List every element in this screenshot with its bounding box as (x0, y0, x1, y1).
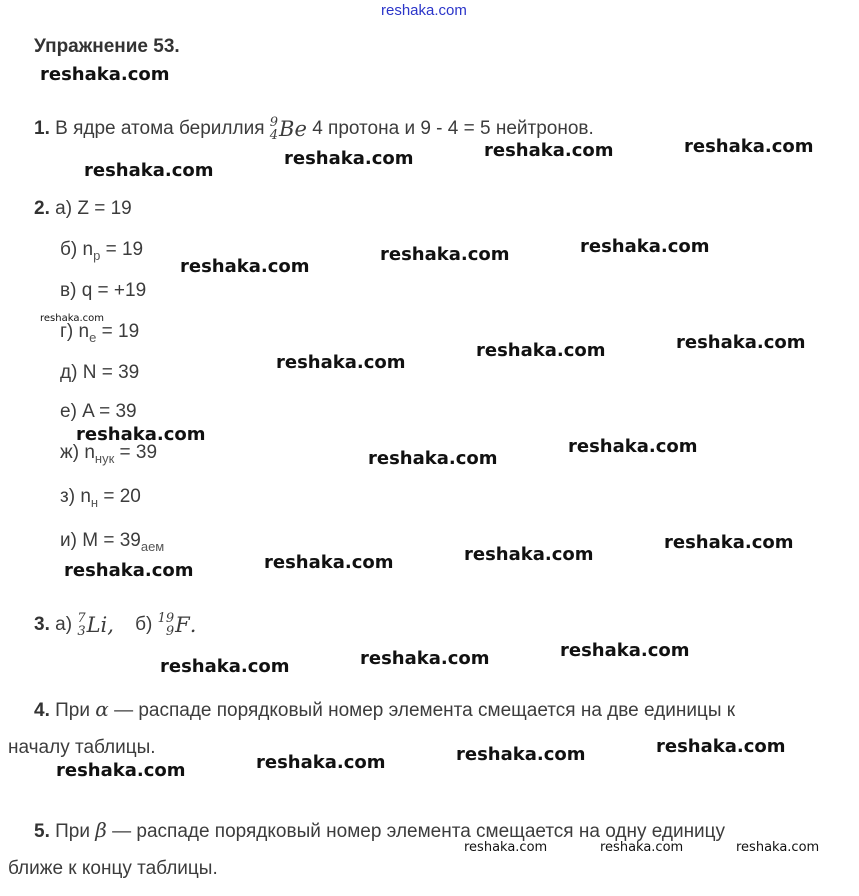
line-e-lead: д) N = 39 (60, 362, 140, 383)
watermark: reshaka.com (664, 532, 794, 553)
item-2-number: 2. (34, 198, 50, 219)
item-3 (34, 612, 196, 638)
item-2-line-c (60, 280, 146, 302)
watermark: reshaka.com (256, 752, 386, 773)
item-4-dash: — (114, 700, 134, 721)
watermark: reshaka.com (464, 840, 548, 855)
beryllium-symbol: Be (279, 117, 307, 141)
watermark: reshaka.com (64, 560, 194, 581)
watermark: reshaka.com (684, 136, 814, 157)
item-4-text: распаде порядковый номер элемента смещается на две единицы к (138, 700, 736, 721)
watermark: reshaka.com (456, 744, 586, 765)
item-1 (34, 116, 594, 142)
beryllium-mass-number: 9 (269, 115, 279, 130)
item-2-line-d (60, 321, 139, 345)
site-header-link[interactable]: reshaka.com (381, 2, 467, 19)
watermark: reshaka.com (380, 244, 510, 265)
fluorine-end: . (189, 613, 197, 637)
watermark: reshaka.com (484, 140, 614, 161)
page-title: Упражнение 53. (34, 36, 180, 57)
fluorine-charge-number: 9 (165, 624, 175, 639)
watermark: reshaka.com (600, 840, 684, 855)
item-5-number: 5. (34, 821, 50, 842)
watermark: reshaka.com (476, 340, 606, 361)
line-d-lead: г) n (60, 321, 90, 342)
item-3-number: 3. (34, 614, 50, 636)
line-g-sub: нук (94, 450, 115, 466)
item-5-pre: При (55, 821, 90, 842)
fluorine-symbol: F (175, 613, 190, 637)
item-5-dash: — (112, 821, 132, 842)
fluorine-isotope (158, 612, 197, 638)
item-2-line-b (60, 239, 143, 263)
watermark: reshaka.com (284, 148, 414, 169)
item-2-line-h (60, 486, 141, 510)
watermark: reshaka.com (276, 352, 406, 373)
watermark: reshaka.com (264, 552, 394, 573)
watermark: reshaka.com (160, 656, 290, 677)
item-3-label-a: а) (55, 614, 73, 636)
item-1-text-pre: В ядре атома бериллия (55, 118, 265, 140)
line-i-lead: и) M = 39 (60, 530, 141, 551)
watermark: reshaka.com (56, 760, 186, 781)
watermark: reshaka.com (560, 640, 690, 661)
item-5-text: распаде порядковый номер элемента смещается на одну единицу (136, 821, 726, 842)
watermark: reshaka.com (736, 840, 820, 855)
watermark: reshaka.com (568, 436, 698, 457)
line-f-lead: е) A = 39 (60, 401, 137, 422)
line-h-tail: = 20 (98, 486, 141, 507)
item-2-line-i (60, 530, 164, 554)
beryllium-charge-number: 4 (269, 128, 279, 143)
line-d-sub: e (89, 329, 97, 345)
watermark: reshaka.com (656, 736, 786, 757)
watermark: reshaka.com (580, 236, 710, 257)
line-b-sub: p (93, 247, 101, 263)
item-2-line-g (60, 442, 157, 466)
watermark: reshaka.com (360, 648, 490, 669)
item-3-label-b: б) (135, 614, 153, 636)
line-h-sub: н (90, 494, 99, 510)
watermark: reshaka.com (40, 64, 170, 85)
item-5-continuation: ближе к концу таблицы. (8, 858, 218, 879)
lithium-charge-number: 3 (77, 624, 86, 639)
alpha-symbol: α (95, 697, 109, 721)
item-1-text-post: 4 протона и 9 - 4 = 5 нейтронов. (312, 118, 594, 140)
lithium-symbol: Li (86, 613, 108, 637)
line-g-tail: = 39 (114, 442, 158, 463)
watermark: reshaka.com (464, 544, 594, 565)
watermark: reshaka.com (40, 313, 104, 324)
watermark: reshaka.com (84, 160, 214, 181)
watermark: reshaka.com (180, 256, 310, 277)
item-4 (34, 697, 735, 722)
item-2-line-a: а) Z = 19 (55, 198, 132, 219)
watermark: reshaka.com (676, 332, 806, 353)
fluorine-mass-number: 19 (157, 611, 175, 626)
lithium-isotope (77, 612, 114, 638)
line-g-lead: ж) n (60, 442, 95, 463)
item-1-number: 1. (34, 118, 50, 140)
line-b-tail: = 19 (100, 239, 144, 260)
item-4-pre: При (55, 700, 90, 721)
item-4-continuation: началу таблицы. (8, 737, 156, 758)
item-2-line-e (60, 362, 139, 384)
line-i-sub: аем (140, 538, 165, 554)
line-d-tail: = 19 (96, 321, 140, 342)
line-h-lead: з) n (60, 486, 91, 507)
watermark: reshaka.com (76, 424, 206, 445)
beryllium-isotope (270, 116, 307, 142)
line-b-lead: б) n (60, 239, 94, 260)
item-4-number: 4. (34, 700, 50, 721)
item-2-line-f (60, 401, 137, 423)
beta-symbol: β (95, 818, 107, 842)
lithium-mass-number: 7 (77, 611, 86, 626)
lithium-separator: , (107, 613, 114, 637)
item-2-number-row (34, 198, 132, 220)
watermark: reshaka.com (368, 448, 498, 469)
line-c-lead: в) q = +19 (60, 280, 147, 301)
